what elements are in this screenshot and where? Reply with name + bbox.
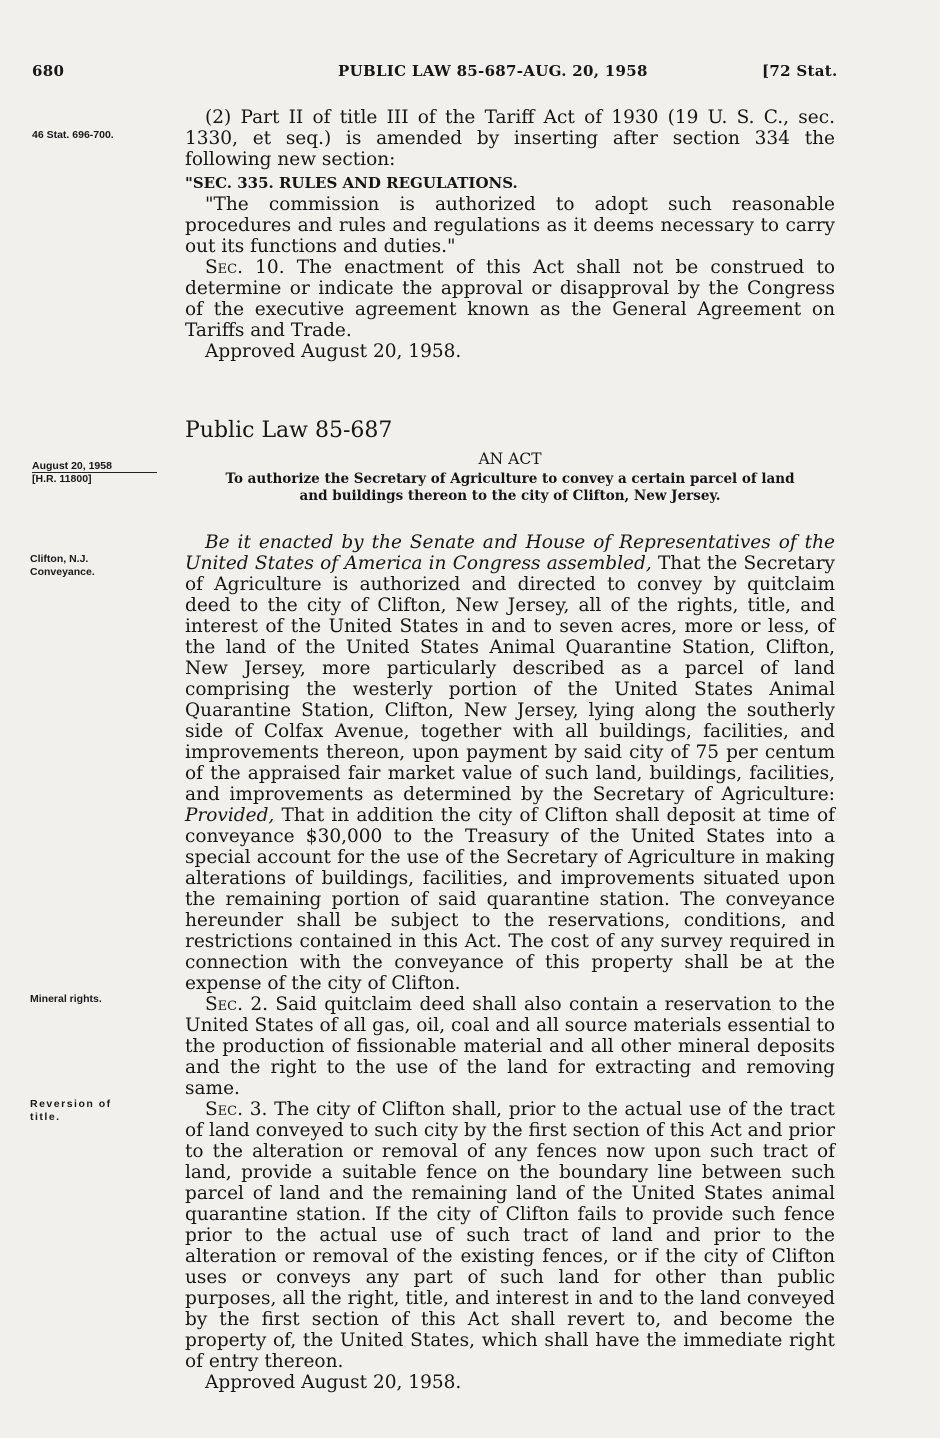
section-1-part-a: That the Secretary of Agriculture is authorized and directed to convey by quitclaim deed to the city of Clifton, New Jersey, all of the rights, title, and interest of the United States in and to seven acres, more or less, of the land of the United States Animal Quarantine Station, Clifton, New Jersey, more particularly described as a parcel of land comprising the westerly portion of the United States Animal Quarantine Station, Clifton, New Jersey, lying along the southerly side of Colfax Avenue, together with all buildings, facilities, and improvements thereon, upon payment by said city of 75 per centum of the appraised fair market value of such land, buildings, facilities, and improvements as determined by the Secretary of Agriculture:	[185, 553, 835, 805]
act-label: AN ACT	[478, 450, 542, 468]
sec3-label: Sec. 3.	[205, 1099, 268, 1120]
act-summary: To authorize the Secretary of Agriculture to convey a certain parcel of land and buildings thereon to the city of Clifton, New Jersey.	[225, 471, 795, 504]
margin-note-clifton: Clifton, N.J. Conveyance.	[30, 553, 95, 578]
bill-number: [H.R. 11800]	[32, 472, 157, 485]
section-3	[185, 1099, 835, 1372]
volume-label: [72 Stat.	[762, 62, 838, 80]
sec2-label: Sec. 2.	[205, 994, 269, 1015]
act-body	[185, 532, 835, 1393]
margin-note-date	[32, 460, 157, 485]
top-section	[185, 107, 835, 362]
approved-line-bottom: Approved August 20, 1958.	[205, 1372, 462, 1393]
sec10-label: Sec. 10.	[205, 257, 285, 278]
sec3-text: The city of Clifton shall, prior to the actual use of the tract of land conveyed to such city by the first section of this Act and prior to the alteration or removal of any fences now upon such tract of land, provide a suitable fence on the boundary line between such parcel of land and the remaining land of the United States animal quarantine station. If the city of Clifton fails to provide such fence prior to the actual use of such tract of land and prior to the alteration or removal of the existing fences, or if the city of Clifton uses or conveys any part of such land for other than public purposes, all the right, title, and interest in and to the land conveyed by the first section of this Act shall revert to, and become the property of, the United States, which shall have the immediate right of entry thereon.	[185, 1099, 835, 1372]
section-2	[185, 994, 835, 1099]
date-line: August 20, 1958	[32, 460, 112, 472]
running-title: PUBLIC LAW 85-687-AUG. 20, 1958	[338, 62, 648, 80]
section-1	[185, 532, 835, 994]
sec10-text: The enactment of this Act shall not be construed to determine or indicate the approval or disapproval by the Congress of the executive agreement known as the General Agreement on Tariffs and Trade.	[185, 257, 835, 341]
margin-note-tariff: 46 Stat. 696-700.	[32, 129, 114, 141]
enacting-clause: Be it enacted by the Senate and House of Representatives of the United States of America in Congress assembled,	[185, 532, 835, 574]
section-1-part-b: That in addition the city of Clifton shall deposit at time of conveyance $30,000 to the Treasury of the United States into a special account for the use of the Secretary of Agriculture in making alterations of buildings, facilities, and improvements situated upon the remaining portion of said quarantine station. The conveyance hereunder shall be subject to the reservations, conditions, and restrictions contained in this Act. The cost of any survey required in connection with the conveyance of this property shall be at the expense of the city of Clifton.	[185, 805, 835, 994]
approved-line-top: Approved August 20, 1958.	[205, 341, 462, 362]
sec10-paragraph	[185, 257, 835, 341]
public-law-title: Public Law 85-687	[185, 418, 393, 443]
margin-note-reversion: Reversion of title.	[30, 1098, 112, 1123]
page-number: 680	[32, 62, 65, 80]
sec2-text: Said quitclaim deed shall also contain a reservation to the United States of all gas, oil, coal and all source materials essential to the production of fissionable material and all other mineral deposits and the right to the use of the land for extracting and removing same.	[185, 994, 836, 1099]
provided-clause: Provided,	[185, 805, 275, 826]
sec335-text: "The commission is authorized to adopt such reasonable procedures and rules and regulations as it deems necessary to carry out its functions and duties."	[185, 194, 835, 257]
tariff-paragraph: (2) Part II of title III of the Tariff Act of 1930 (19 U. S. C., sec. 1330, et seq.) is amended by inserting after section 334 the following new section:	[185, 107, 835, 170]
margin-note-mineral: Mineral rights.	[30, 993, 102, 1005]
sec335-heading: "SEC. 335. RULES AND REGULATIONS.	[185, 174, 518, 192]
